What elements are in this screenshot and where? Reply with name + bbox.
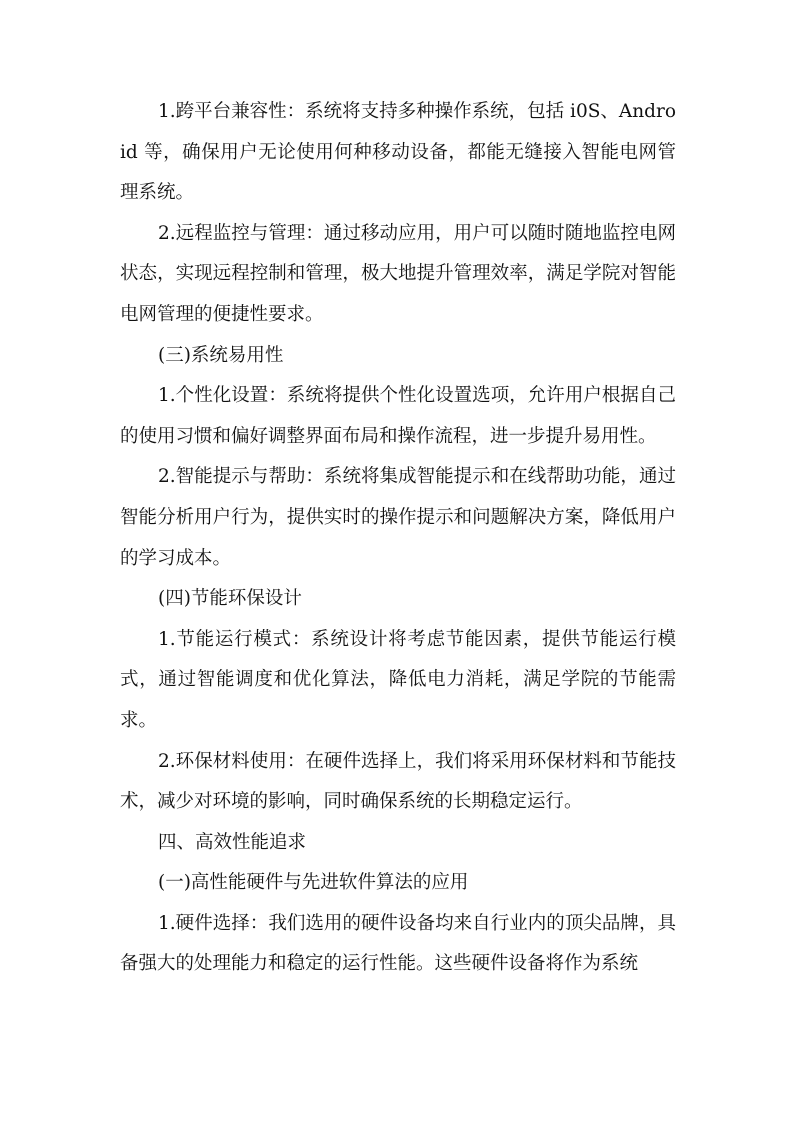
paragraph-cross-platform: 1.跨平台兼容性：系统将支持多种操作系统，包括 i0S、Android 等，确保用户无论使用何种移动设备，都能无缝接入智能电网管理系统。: [120, 101, 676, 204]
document-body: [120, 92, 676, 985]
paragraph-eco-materials: 2.环保材料使用：在硬件选择上，我们将采用环保材料和节能技术，减少对环境的影响，同时确保系统的长期稳定运行。: [120, 750, 676, 813]
paragraph-smart-help: 2.智能提示与帮助：系统将集成智能提示和在线帮助功能，通过智能分析用户行为，提供实时的操作提示和问题解决方案，降低用户的学习成本。: [120, 466, 676, 569]
paragraph-remote-monitoring: 2.远程监控与管理：通过移动应用，用户可以随时随地监控电网状态，实现远程控制和管理，极大地提升管理效率，满足学院对智能电网管理的便捷性要求。: [120, 222, 676, 325]
paragraph-energy-mode: 1.节能运行模式：系统设计将考虑节能因素，提供节能运行模式，通过智能调度和优化算法，降低电力消耗，满足学院的节能需求。: [120, 628, 676, 731]
heading-energy-saving: (四)节能环保设计: [158, 588, 302, 610]
heading-usability: (三)系统易用性: [158, 344, 284, 366]
paragraph-personalization: 1.个性化设置：系统将提供个性化设置选项，允许用户根据自己的使用习惯和偏好调整界面布局和操作流程，进一步提升易用性。: [120, 385, 676, 447]
paragraph-hardware-selection: 1.硬件选择：我们选用的硬件设备均来自行业内的顶尖品牌，具备强大的处理能力和稳定的运行性能。这些硬件设备将作为系统: [120, 912, 676, 975]
heading-hardware-software: (一)高性能硬件与先进软件算法的应用: [158, 872, 469, 894]
heading-performance: 四、高效性能追求: [158, 831, 307, 853]
